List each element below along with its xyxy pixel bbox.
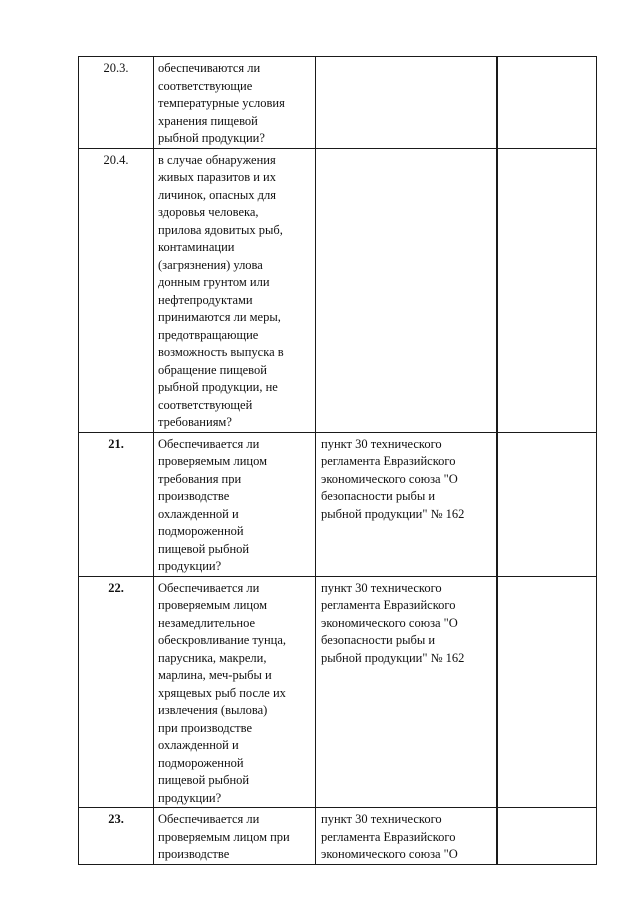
item-number: 20.4.	[79, 148, 154, 432]
question-cell	[154, 57, 316, 149]
question-text: Обеспечивается ли проверяемым лицом при производстве	[158, 812, 290, 861]
answer-cell	[498, 808, 597, 865]
table-row	[79, 432, 597, 576]
table-row	[79, 576, 597, 808]
checklist-table	[78, 56, 597, 865]
item-number: 20.3.	[79, 57, 154, 149]
item-number: 22.	[79, 576, 154, 808]
reference-cell	[316, 148, 497, 432]
reference-text: пункт 30 технического регламента Евразийского экономического союза "О безопасности рыбы и рыбной продукции" № 162	[321, 436, 465, 521]
answer-cell	[498, 57, 597, 149]
table-row	[79, 57, 597, 149]
answer-cell	[498, 576, 597, 808]
reference-cell	[316, 57, 497, 149]
answer-cell	[498, 148, 597, 432]
question-text: обеспечиваются ли соответствующие температурные условия хранения пищевой рыбной продукции?	[158, 61, 285, 145]
item-number: 21.	[79, 432, 154, 576]
answer-cell	[498, 432, 597, 576]
question-text: Обеспечивается ли проверяемым лицом незамедлительное обескровливание тунца, парусника, макрели, марлина, меч-рыбы и хрящевых рыб после их извлечения (вылова) при производстве охлажденной и подмороженной пищевой рыбной продукции?	[158, 580, 287, 805]
reference-cell	[316, 808, 497, 865]
item-number: 23.	[79, 808, 154, 865]
reference-cell	[316, 432, 497, 576]
question-cell	[154, 808, 316, 865]
question-cell	[154, 148, 316, 432]
reference-text: пункт 30 технического регламента Евразийского экономического союза "О безопасности рыбы и рыбной продукции" № 162	[321, 580, 465, 665]
question-cell	[154, 576, 316, 808]
question-cell	[154, 432, 316, 576]
question-text: в случае обнаружения живых паразитов и их личинок, опасных для здоровья человека, прилова ядовитых рыб, контаминации (загрязнения) улова донным грунтом или нефтепродуктами принимаются ли меры, предотвращающие возможность выпуска в обращение пищевой рыбной продукции, не соответствующей требованиям?	[158, 152, 284, 429]
reference-cell	[316, 576, 497, 808]
table-row	[79, 808, 597, 865]
question-text: Обеспечивается ли проверяемым лицом требования при производстве охлажденной и подмороженной пищевой рыбной продукции?	[158, 436, 267, 573]
reference-text: пункт 30 технического регламента Евразийского экономического союза "О	[321, 812, 458, 861]
table-row	[79, 148, 597, 432]
